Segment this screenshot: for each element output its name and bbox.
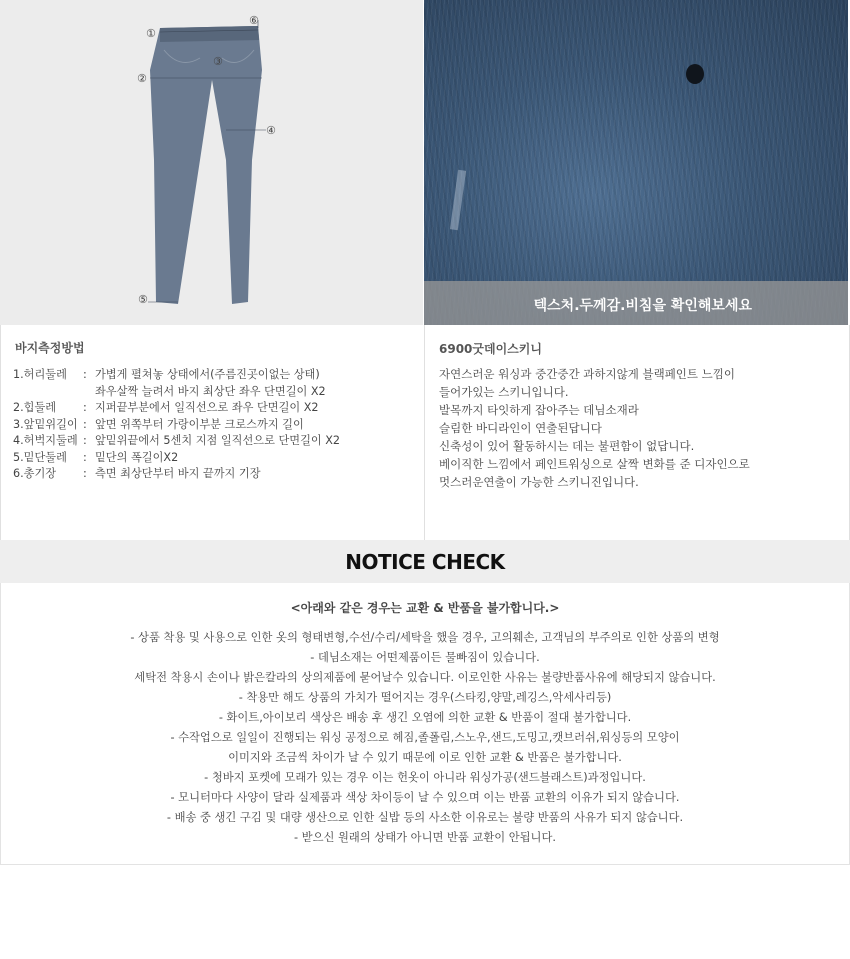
measurement-label: 4.허벅지둘레 <box>13 434 78 447</box>
marker-1: ① <box>146 27 156 40</box>
measurement-colon: : <box>83 434 87 447</box>
notice-title: NOTICE CHECK <box>345 550 505 574</box>
notice-line: 이미지와 조금씩 차이가 날 수 있기 때문에 이로 인한 교환 & 반품은 불가합니다. <box>228 751 622 764</box>
measurement-colon: : <box>83 417 87 431</box>
product-line: 신축성이 있어 활동하시는 데는 불편함이 없답니다. <box>439 439 695 453</box>
texture-caption: 텍스처.두께감.비침을 확인해보세요 <box>424 281 848 325</box>
product-line: 발목까지 타잇하게 잡아주는 데님소재라 <box>439 403 639 417</box>
measurement-label: 1.허리둘레 <box>13 368 67 381</box>
product-images <box>0 0 850 325</box>
notice-list <box>1 628 849 848</box>
jeans-waistband <box>160 26 259 42</box>
measurement-desc: 측면 최상단부터 바지 끝까지 기장 <box>95 467 261 480</box>
product-text <box>439 365 750 491</box>
measurement-desc: 가볍게 펼쳐놓 상태에서(주름진곳이없는 상태) <box>95 368 320 381</box>
notice-line: - 배송 중 생긴 구김 및 대량 생산으로 인한 실밥 등의 사소한 이유로는 불량 반품의 사유가 되지 않습니다. <box>166 811 684 824</box>
jeans-shape <box>150 26 262 304</box>
measurement-title: 바지측정방법 <box>15 341 85 355</box>
product-line: 슬림한 바디라인이 연출된답니다 <box>439 421 602 435</box>
wash-scratch <box>450 170 466 231</box>
measurement-colon: : <box>83 467 87 480</box>
marker-3: ③ <box>213 55 223 68</box>
notice-body <box>0 583 850 865</box>
measurement-label: 6.총기장 <box>13 467 57 480</box>
notice-line: - 데님소재는 어떤제품이든 물빠짐이 있습니다. <box>310 651 540 664</box>
measurement-row <box>13 384 340 401</box>
measurement-row <box>13 433 340 450</box>
measurement-label: 3.앞밑위길이 <box>13 417 78 431</box>
measurement-colon: : <box>83 450 87 464</box>
notice-line: 세탁전 착용시 손이나 밝은칼라의 상의제품에 묻어날수 있습니다. 이로인한 사유는 불량반품사유에 해당되지 않습니다. <box>134 671 716 684</box>
measurement-row <box>13 367 340 384</box>
notice-line: - 상품 착용 및 사용으로 인한 옷의 형태변형,수선/수리/세탁을 했을 경우, 고의훼손, 고객님의 부주의로 인한 상품의 변형 <box>130 631 720 644</box>
measurement-desc: 좌우살짝 늘려서 바지 최상단 좌우 단면길이 X2 <box>95 384 326 398</box>
measurement-label: 5.밑단둘레 <box>13 450 67 464</box>
measurement-desc: 앞밑위끝에서 5센치 지점 일직선으로 단면길이 X2 <box>95 434 341 447</box>
measurement-label <box>13 384 83 401</box>
measurement-diagram <box>0 0 423 325</box>
measurement-colon: : <box>83 368 87 381</box>
measurement-colon: : <box>83 401 87 414</box>
notice-header <box>0 540 850 583</box>
measurement-desc: 지퍼끝부분에서 일직선으로 좌우 단면길이 X2 <box>95 401 319 414</box>
product-line: 자연스러운 워싱과 중간중간 과하지않게 블랙페인트 느낌이 <box>439 367 735 381</box>
product-line: 베이직한 느낌에서 페인트워싱으로 살짝 변화를 준 디자인으로 <box>439 457 750 471</box>
marker-6: ⑥ <box>249 14 259 27</box>
marker-2: ② <box>137 72 147 85</box>
product-line: 들어가있는 스키니입니다. <box>439 385 569 399</box>
measurement-colon <box>83 384 95 401</box>
notice-line: - 착용만 해도 상품의 가치가 떨어지는 경우(스타킹,양말,레깅스,악세사리등) <box>238 691 612 704</box>
measurement-desc: 밑단의 폭길이X2 <box>95 450 179 464</box>
measurement-desc: 앞면 위쪽부터 가랑이부분 크로스까지 길이 <box>95 417 304 431</box>
product-description <box>424 325 850 540</box>
measurement-row <box>13 400 340 417</box>
notice-line: - 모니터마다 사양이 달라 실제품과 색상 차이등이 날 수 있으며 이는 반품 교환의 이유가 되지 않습니다. <box>170 791 680 804</box>
paint-dot <box>686 64 704 84</box>
measurement-guide <box>0 325 424 540</box>
marker-4: ④ <box>266 124 276 137</box>
measurement-row <box>13 417 340 434</box>
jeans-diagram-image <box>130 10 290 310</box>
notice-line: - 수작업으로 일일이 진행되는 워싱 공정으로 헤짐,졸폴림,스노우,샌드,도밍고,캣브러쉬,워싱등의 모양이 <box>170 731 680 744</box>
notice-line: - 청바지 포켓에 모래가 있는 경우 이는 헌옷이 아니라 워싱가공(샌드블래스트)과정입니다. <box>204 771 646 784</box>
measurement-row <box>13 450 340 467</box>
notice-line: - 받으신 원래의 상태가 아니면 반품 교환이 안됩니다. <box>294 831 556 844</box>
product-line: 멋스러운연출이 가능한 스키니진입니다. <box>439 475 639 489</box>
denim-texture-image <box>424 0 848 325</box>
measurement-label: 2.힙둘레 <box>13 401 57 414</box>
marker-5: ⑤ <box>138 293 148 306</box>
product-title: 6900굿데이스키니 <box>439 342 542 356</box>
measurement-list <box>13 367 340 483</box>
measurement-row <box>13 466 340 483</box>
notice-line: - 화이트,아이보리 색상은 배송 후 생긴 오염에 의한 교환 & 반품이 절대 불가합니다. <box>218 711 632 724</box>
notice-subtitle: <아래와 같은 경우는 교환 & 반품을 불가합니다.> <box>290 601 560 615</box>
